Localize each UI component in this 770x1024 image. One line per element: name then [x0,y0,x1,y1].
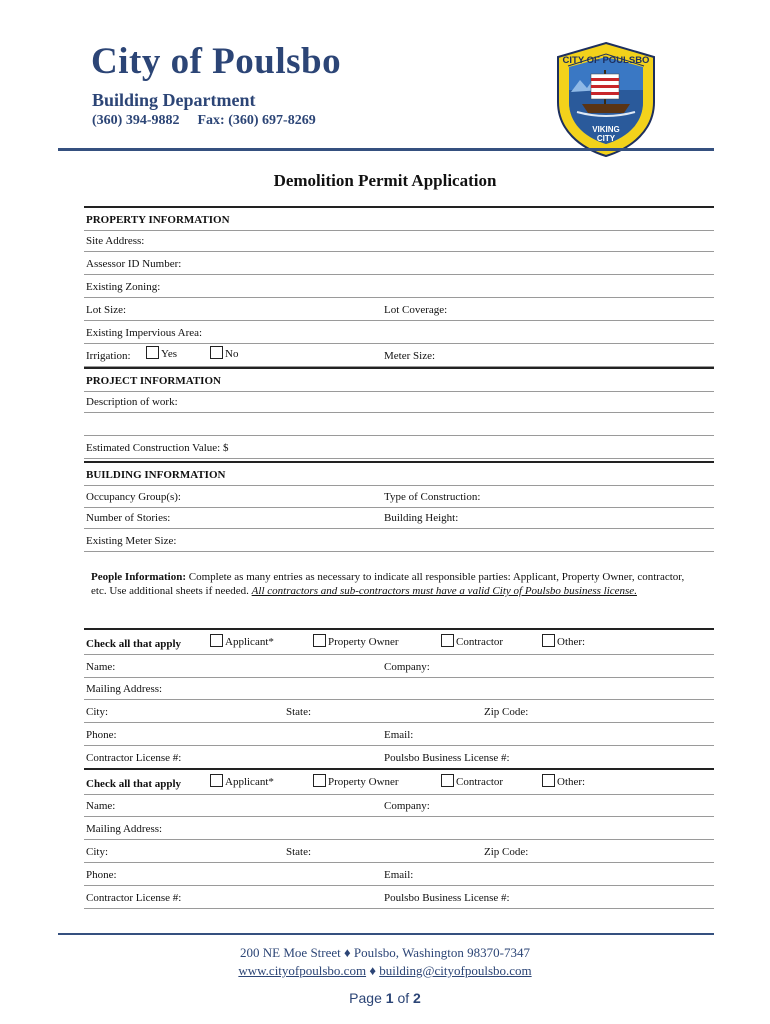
contractor-checkbox[interactable] [441,634,454,647]
city-seal-logo [552,40,660,158]
footer-links [0,963,770,979]
occupancy-row [84,485,714,508]
existing-zoning-field[interactable] [84,275,714,298]
impervious-area-field[interactable] [84,321,714,344]
company-label[interactable]: Company: [384,661,430,673]
description-field[interactable] [84,390,714,413]
phone-label[interactable]: Phone: [86,869,117,881]
other-checkbox[interactable] [542,634,555,647]
field-label: Existing Meter Size: [86,535,177,547]
contractor-option[interactable] [441,774,503,788]
page-indicator [0,990,770,1006]
field-label: Estimated Construction Value: $ [86,442,229,454]
existing-meter-size-field[interactable] [84,529,714,552]
yes-label: Yes [161,348,178,360]
meter-size-label[interactable]: Meter Size: [384,350,436,362]
irrigation-yes-option[interactable] [146,346,177,360]
field-label: Existing Impervious Area: [86,327,203,339]
email-label[interactable]: Email: [384,729,414,741]
business-license-notice: All contractors and sub-contractors must have a valid City of Poulsbo business license. [251,585,637,597]
irrigation-row [84,344,714,367]
contractor-license-label[interactable]: Contractor License #: [86,752,182,764]
contractor-checkbox[interactable] [441,774,454,787]
contractor-license-label[interactable]: Contractor License #: [86,892,182,904]
section-heading: PROPERTY INFORMATION [86,214,230,226]
contact-numbers [92,113,316,129]
party-1-roles [84,628,714,655]
logo-bottom-text-2: CITY [596,134,616,143]
lot-coverage-label[interactable]: Lot Coverage: [384,304,448,316]
other-label: Other: [557,776,586,788]
page-total: 2 [413,990,421,1006]
section-heading: BUILDING INFORMATION [86,469,226,481]
party-1-mailing-field[interactable] [84,677,714,700]
party-2-name-row [84,794,714,817]
check-all-label: Check all that apply [86,638,182,650]
applicant-option[interactable] [210,774,274,788]
state-label[interactable]: State: [286,706,312,718]
no-checkbox[interactable] [210,346,223,359]
form-title: Demolition Permit Application [273,171,497,190]
description-line-2[interactable] [84,413,714,436]
other-option[interactable] [542,774,585,788]
applicant-label: Applicant* [225,776,274,788]
property-info-heading [84,206,714,231]
irrigation-no-option[interactable] [210,346,238,360]
party-1-name-row [84,655,714,678]
irrigation-label: Irrigation: [86,350,131,362]
business-license-label[interactable]: Poulsbo Business License #: [384,892,510,904]
yes-checkbox[interactable] [146,346,159,359]
party-1-city-row [84,700,714,723]
field-label: Existing Zoning: [86,281,161,293]
people-info-lead: People Information: [91,571,187,583]
contractor-option[interactable] [441,634,503,648]
page-word: Page [349,990,382,1006]
business-license-label[interactable]: Poulsbo Business License #: [384,752,510,764]
party-1-license-row [84,746,714,769]
website-link[interactable]: www.cityofpoulsbo.com [238,963,367,978]
lot-size-label[interactable]: Lot Size: [86,304,127,316]
zip-label[interactable]: Zip Code: [484,706,529,718]
phone-label[interactable]: Phone: [86,729,117,741]
owner-option[interactable] [313,774,399,788]
page-of: of [397,990,410,1006]
lot-row [84,298,714,321]
footer-divider [58,933,714,935]
assessor-id-field[interactable] [84,252,714,275]
party-2-city-row [84,840,714,863]
state-label[interactable]: State: [286,846,312,858]
party-2-license-row [84,886,714,909]
field-label: Site Address: [86,235,145,247]
owner-option[interactable] [313,634,399,648]
other-option[interactable] [542,634,585,648]
people-info-text: Complete as many entries as necessary to indicate all responsible parties: Applicant, Property Owner, contractor, etc. Use additional sheets if needed. [91,571,685,597]
department-name: Building Department [92,90,256,110]
site-address-field[interactable] [84,229,714,252]
applicant-checkbox[interactable] [210,774,223,787]
logo-bottom-text-1: VIKING [592,125,620,134]
city-label[interactable]: City: [86,706,109,718]
party-2-mailing-field[interactable] [84,817,714,840]
company-label[interactable]: Company: [384,800,430,812]
check-all-label: Check all that apply [86,778,182,790]
contractor-label: Contractor [456,636,504,648]
people-information-note [91,570,691,598]
footer-address: 200 NE Moe Street ♦ Poulsbo, Washington 98370-7347 [240,945,530,960]
page-header [0,0,770,160]
applicant-checkbox[interactable] [210,634,223,647]
other-label: Other: [557,636,586,648]
contractor-label: Contractor [456,776,504,788]
field-label: Assessor ID Number: [86,258,182,270]
email-label[interactable]: Email: [384,869,414,881]
logo-top-text: CITY OF POULSBO [562,55,650,66]
city-title: City of Poulsbo [91,41,342,82]
zip-label[interactable]: Zip Code: [484,846,529,858]
occupancy-label[interactable]: Occupancy Group(s): [86,491,181,503]
no-label: No [225,348,239,360]
building-info-heading [84,461,714,486]
name-label[interactable]: Name: [86,800,116,812]
mailing-label: Mailing Address: [86,683,163,695]
city-label[interactable]: City: [86,846,109,858]
owner-label: Property Owner [328,776,399,788]
owner-checkbox[interactable] [313,634,326,647]
page-number: 1 [385,990,394,1006]
field-label: Description of work: [86,396,178,408]
applicant-option[interactable] [210,634,274,648]
owner-checkbox[interactable] [313,774,326,787]
party-1-phone-row [84,723,714,746]
mailing-label: Mailing Address: [86,823,163,835]
name-label[interactable]: Name: [86,661,116,673]
applicant-label: Applicant* [225,636,274,648]
party-2-roles [84,768,714,795]
stories-label[interactable]: Number of Stories: [86,512,171,524]
party-2-phone-row [84,863,714,886]
construction-type-label[interactable]: Type of Construction: [384,491,481,503]
email-link[interactable]: building@cityofpoulsbo.com [379,963,532,978]
project-info-heading [84,367,714,392]
header-divider [58,148,714,151]
link-separator: ♦ [366,963,380,978]
phone-number: (360) 394-9882 [92,113,180,128]
building-height-label[interactable]: Building Height: [384,512,459,524]
construction-value-field[interactable] [84,436,714,459]
fax-number: Fax: (360) 697-8269 [197,113,316,128]
stories-row [84,506,714,529]
other-checkbox[interactable] [542,774,555,787]
section-heading: PROJECT INFORMATION [86,375,221,387]
owner-label: Property Owner [328,636,399,648]
